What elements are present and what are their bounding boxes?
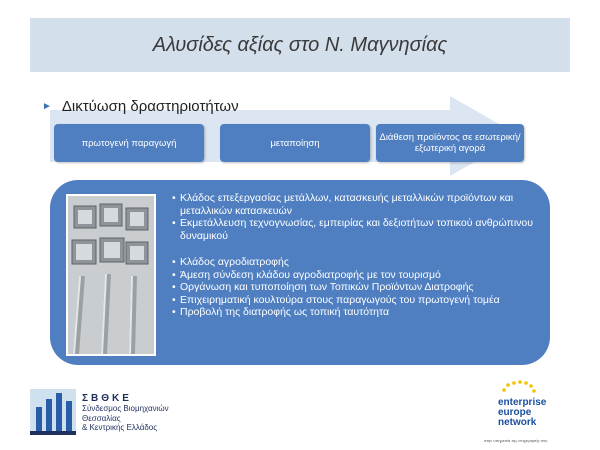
- een-logo-text: [498, 398, 546, 428]
- logo-line: Σύνδεσμος Βιομηχανιών: [82, 404, 169, 414]
- een-line: europe: [498, 407, 532, 418]
- bullet-text: Δικτύωση δραστηριοτήτων: [61, 98, 239, 115]
- list-item: • Οργάνωση και τυποποίηση των Τοπικών Προϊόντων Διατροφής: [172, 281, 544, 294]
- process-step-distribution: Διάθεση προϊόντος σε εσωτερική/εξωτερική αγορά: [376, 124, 524, 162]
- logo-line: & Κεντρικής Ελλάδος: [82, 423, 158, 433]
- list-item: • Κλάδος αγροδιατροφής: [172, 256, 544, 269]
- process-step-primary: πρωτογενή παραγωγή: [54, 124, 204, 162]
- list-spacer: [172, 242, 544, 256]
- list-item: • Επιχειρηματική κουλτούρα στους παραγωγούς του πρωτογενή τομέα: [172, 294, 544, 307]
- slide-title: Αλυσίδες αξίας στο Ν. Μαγνησίας: [152, 33, 448, 56]
- content-panel: [50, 180, 550, 365]
- item-list: [172, 192, 544, 319]
- een-logo: [484, 380, 574, 446]
- list-item: • Εκμετάλλευση τεχνογνωσίας, εμπειρίας και δεξιοτήτων τοπικού ανθρώπινου δυναμικού: [172, 217, 544, 242]
- een-tagline: στην υπηρεσία της επιχείρησής σας: [484, 438, 548, 443]
- sbthke-logo-text: [82, 393, 169, 433]
- list-item: • Άμεση σύνδεση κλάδου αγροδιατροφής με τον τουρισμό: [172, 269, 544, 282]
- sbthke-logo: [28, 384, 178, 442]
- logo-acronym: ΣΒΘΚΕ: [82, 393, 132, 405]
- list-item: • Κλάδος επεξεργασίας μετάλλων, κατασκευής μεταλλικών προϊόντων και μεταλλικών κατασκευών: [172, 192, 544, 217]
- steel-pipes-photo: [66, 194, 156, 356]
- list-item: • Προβολή της διατροφής ως τοπική ταυτότητα: [172, 306, 544, 319]
- bullet-row: [42, 98, 239, 115]
- logo-line: Θεσσαλίας: [82, 413, 121, 423]
- process-step-processing: μεταποίηση: [220, 124, 370, 162]
- sbthke-logo-icon: [28, 387, 78, 439]
- een-line: enterprise: [498, 397, 547, 408]
- een-line: network: [498, 417, 537, 428]
- bullet-arrow-icon: ►: [42, 101, 52, 112]
- title-bar: [30, 18, 570, 72]
